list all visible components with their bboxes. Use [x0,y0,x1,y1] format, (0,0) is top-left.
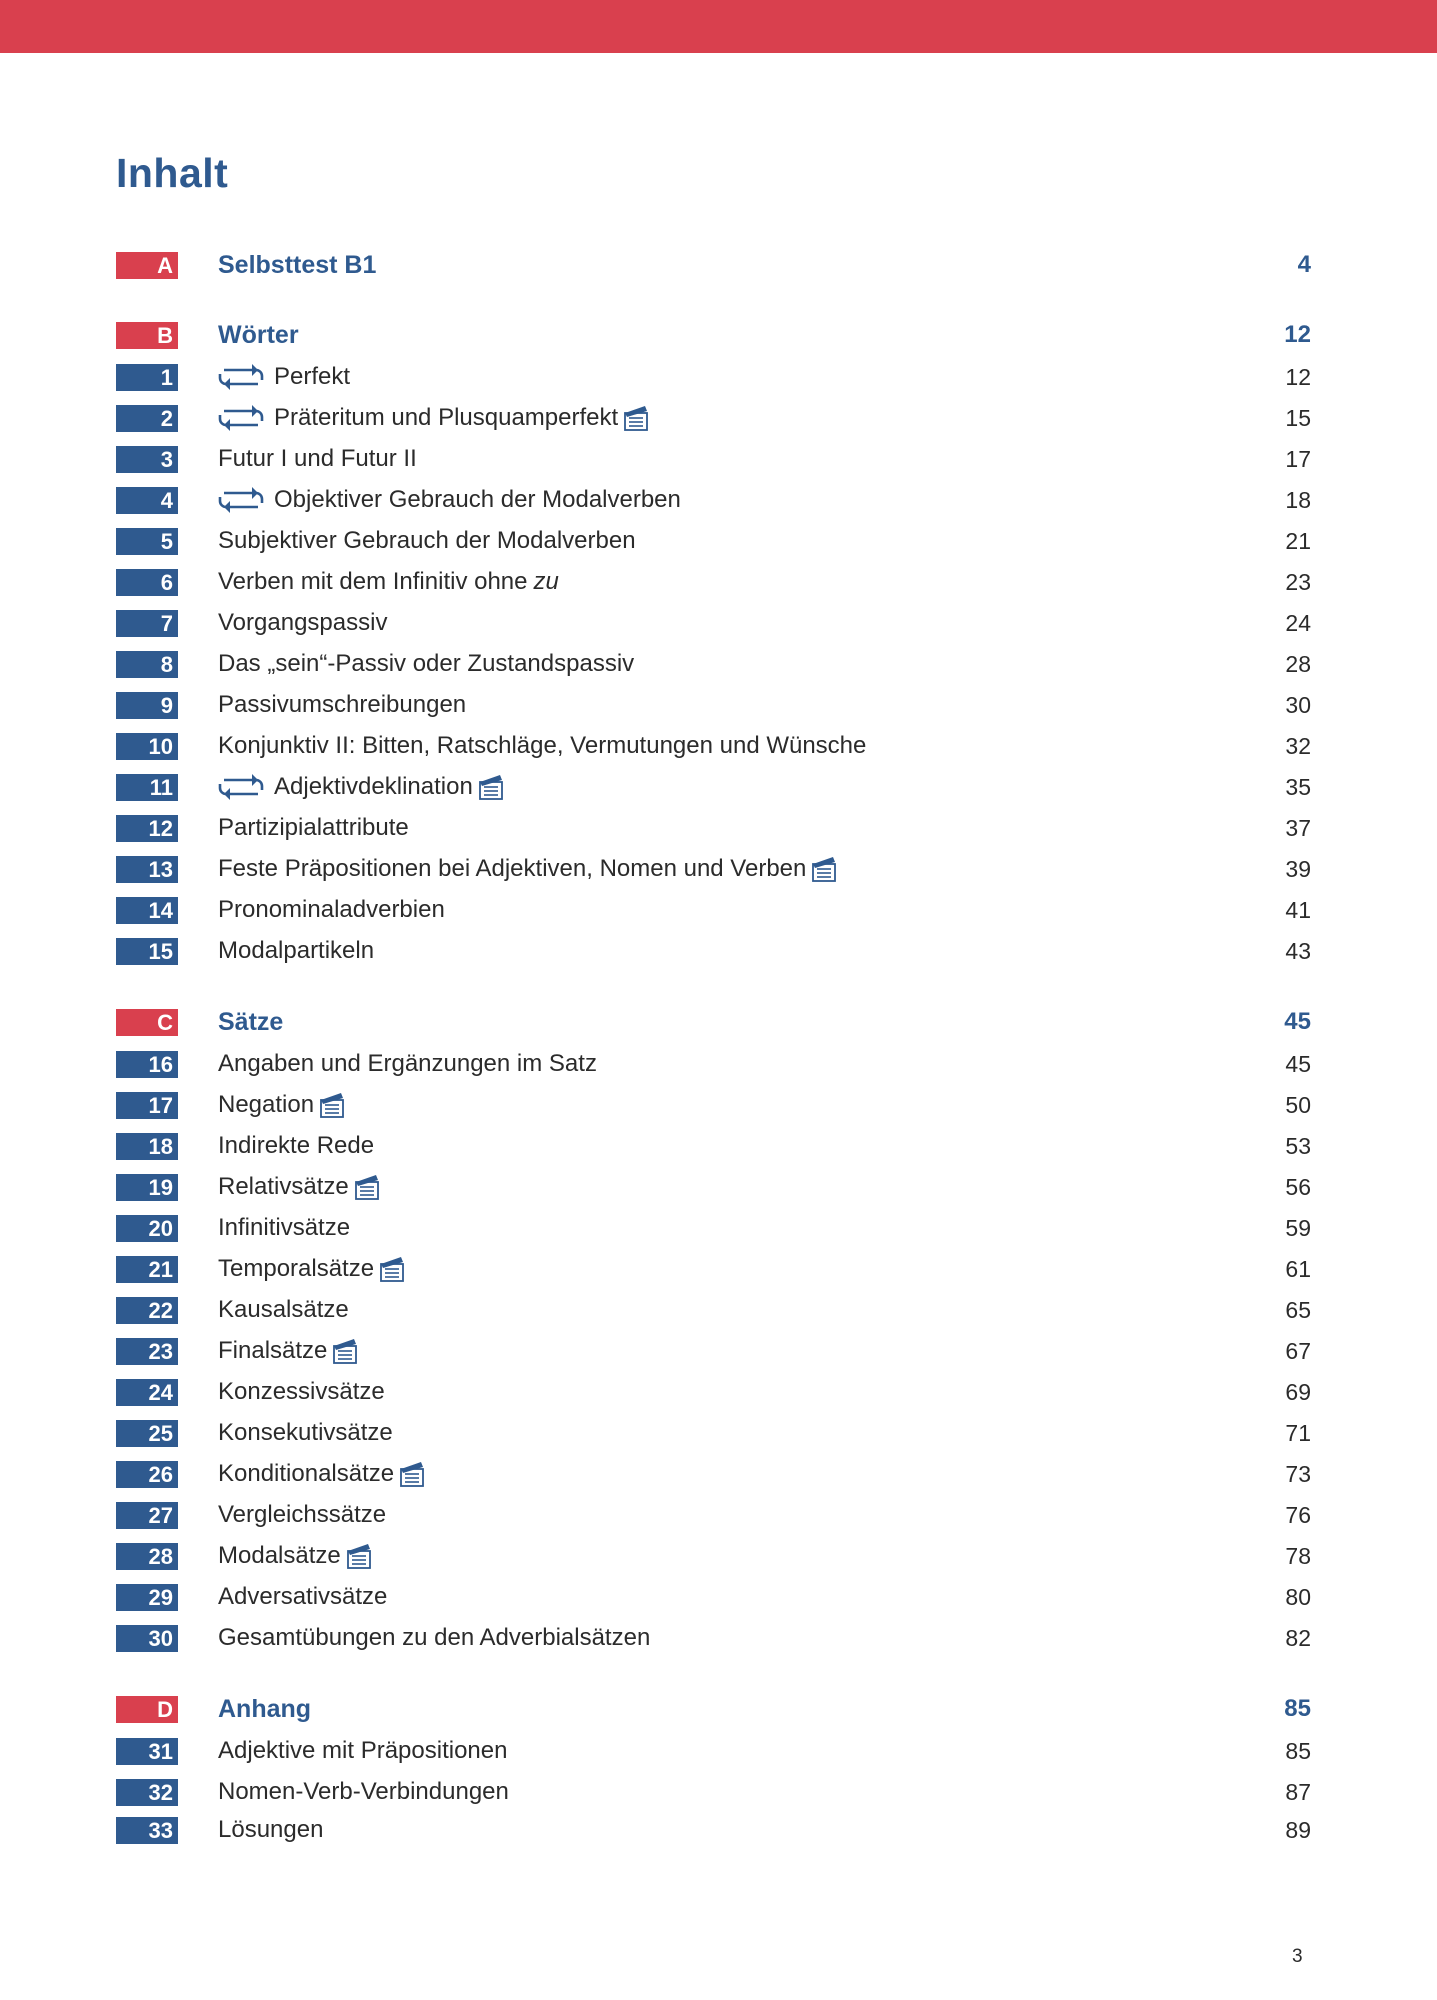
toc-title-group [218,814,409,842]
page-number-ref: 56 [1285,1173,1311,1200]
toc-entry [218,1172,1311,1202]
toc-chapter-row[interactable] [116,1459,1311,1489]
toc-title-group [218,1214,350,1242]
page-number-ref: 67 [1285,1337,1311,1364]
dot-leader [573,567,1271,597]
section-title: Selbsttest B1 [218,250,377,279]
chapter-title: Pronominaladverbien [218,896,445,923]
page-number-ref: 28 [1285,650,1311,677]
section-label-badge: D [116,1696,178,1723]
page-number-ref: 12 [1285,363,1311,390]
toc-title-group [218,609,387,637]
clapperboard-icon [319,1091,345,1119]
toc-section-row[interactable] [116,320,1311,350]
toc-section-row[interactable] [116,1694,1311,1724]
page-number-ref: 78 [1285,1542,1311,1569]
chapter-number-badge: 17 [116,1092,178,1119]
toc-title-group [218,1255,405,1283]
chapter-number-badge: 1 [116,364,178,391]
toc-title-group [218,1008,283,1037]
clapperboard-icon [379,1255,405,1283]
toc-chapter-row[interactable] [116,1582,1311,1612]
toc-title-group [218,1050,597,1078]
dot-leader [650,526,1271,556]
chapter-number-badge: 27 [116,1502,178,1529]
dot-leader [419,1254,1271,1284]
toc-chapter-row[interactable] [116,403,1311,433]
dot-leader [388,1131,1271,1161]
toc-entry [218,1777,1311,1807]
dot-leader [880,731,1271,761]
dot-leader [664,1623,1271,1653]
toc-title-group [218,1816,323,1844]
toc-title-group [218,321,299,350]
chapter-title: Adversativsätze [218,1583,388,1610]
toc-entry [218,731,1311,761]
page-number-ref: 73 [1285,1460,1311,1487]
toc-chapter-row[interactable] [116,1336,1311,1366]
page-number-ref: 37 [1285,814,1311,841]
repeat-arrows-icon [218,771,264,803]
toc-section-row[interactable] [116,250,1311,280]
clapperboard-icon [332,1337,358,1365]
toc-chapter-row[interactable] [116,1777,1311,1807]
chapter-title: Finalsätze [218,1337,328,1364]
chapter-number-badge: 33 [116,1817,178,1844]
chapter-title: Infinitivsätze [218,1214,351,1241]
chapter-number-badge: 30 [116,1625,178,1652]
chapter-title: Kausalsätze [218,1296,349,1323]
toc-title-group [218,251,376,280]
chapter-number-badge: 31 [116,1738,178,1765]
chapter-number-badge: 16 [116,1051,178,1078]
page-number-ref: 65 [1285,1296,1311,1323]
repeat-arrows-icon [218,402,264,434]
toc-entry [218,690,1311,720]
toc-chapter-row[interactable] [116,1736,1311,1766]
dot-leader [439,1459,1271,1489]
chapter-number-badge: 24 [116,1379,178,1406]
section-title: Sätze [218,1007,284,1036]
toc-entry [218,1418,1311,1448]
page-number-ref: 69 [1285,1378,1311,1405]
page-number-ref: 87 [1285,1778,1311,1805]
toc-entry [218,1459,1311,1489]
chapter-number-badge: 9 [116,692,178,719]
chapter-number-badge: 12 [116,815,178,842]
chapter-title: Modalsätze [218,1542,341,1569]
dot-leader [423,813,1271,843]
toc-chapter-row[interactable] [116,1090,1311,1120]
toc-chapter-row[interactable] [116,1049,1311,1079]
dot-leader [401,608,1271,638]
toc-title-group [218,732,866,760]
page-number-ref: 30 [1285,691,1311,718]
chapter-number-badge: 18 [116,1133,178,1160]
chapter-number-badge: 23 [116,1338,178,1365]
dot-leader [459,895,1271,925]
chapter-title-italic: zu [533,568,559,595]
toc-chapter-row[interactable] [116,1500,1311,1530]
toc-chapter-row[interactable] [116,362,1311,392]
toc-title-group [274,773,504,801]
chapter-title: Präteritum und Plusquamperfekt [274,404,619,431]
chapter-title: Konzessivsätze [218,1378,385,1405]
page-number-ref: 50 [1285,1091,1311,1118]
toc-entry [218,772,1311,802]
toc-title-group [218,1460,425,1488]
page-number-ref: 35 [1285,773,1311,800]
dot-leader [399,1377,1271,1407]
page-number-ref: 82 [1285,1624,1311,1651]
dot-leader [521,1736,1271,1766]
toc-entry [218,936,1311,966]
toc-entry [218,250,1311,280]
toc-chapter-row[interactable] [116,1295,1311,1325]
toc-entry [218,1815,1311,1845]
repeat-arrows-icon [218,361,264,393]
chapter-number-badge: 14 [116,897,178,924]
dot-leader [388,936,1271,966]
chapter-number-badge: 10 [116,733,178,760]
toc-entry [218,1623,1311,1653]
page-number-ref: 24 [1285,609,1311,636]
toc-title-group [218,1378,385,1406]
dot-leader [407,1418,1271,1448]
chapter-title: Passivumschreibungen [218,691,467,718]
toc-entry [218,485,1311,515]
chapter-title: Adjektive mit Präpositionen [218,1737,508,1764]
toc-chapter-row[interactable] [116,731,1311,761]
toc-entry [218,320,1311,350]
page-number-ref: 53 [1285,1132,1311,1159]
toc-chapter-row[interactable] [116,1172,1311,1202]
toc-entry [218,895,1311,925]
toc-title-group [274,404,649,432]
page-title: Inhalt [116,150,229,196]
toc-entry [218,444,1311,474]
chapter-title: Verben mit dem Infinitiv ohne [218,568,528,595]
toc-title-group [218,1132,374,1160]
toc-chapter-row[interactable] [116,1377,1311,1407]
page-number-ref: 85 [1285,1737,1311,1764]
page-number-ref: 59 [1285,1214,1311,1241]
page-number-ref: 43 [1285,937,1311,964]
page-number-ref: 15 [1285,404,1311,431]
toc-chapter-row[interactable] [116,1815,1311,1845]
toc-title-group [218,896,445,924]
page-number-ref: 61 [1285,1255,1311,1282]
toc-chapter-row[interactable] [116,526,1311,556]
toc-title-group [274,363,350,391]
toc-section-row[interactable] [116,1007,1311,1037]
chapter-title: Indirekte Rede [218,1132,375,1159]
page-number-ref: 85 [1284,1695,1311,1722]
toc-title-group [218,527,636,555]
chapter-title: Feste Präpositionen bei Adjektiven, Nomen und Verben [218,855,807,882]
toc-entry [218,1007,1311,1037]
chapter-title: Modalpartikeln [218,937,375,964]
dot-leader [400,1500,1271,1530]
chapter-title: Nomen-Verb-Verbindungen [218,1778,509,1805]
dot-leader [663,403,1271,433]
page-number-ref: 71 [1285,1419,1311,1446]
top-color-bar [0,0,1437,53]
page-number-ref: 21 [1285,527,1311,554]
dot-leader [359,1090,1271,1120]
page-number-ref: 76 [1285,1501,1311,1528]
toc-chapter-row[interactable] [116,1213,1311,1243]
toc-entry [218,567,1311,597]
toc-title-group [218,1583,387,1611]
repeat-arrows-icon [218,484,264,516]
chapter-title: Vergleichssätze [218,1501,387,1528]
chapter-number-badge: 3 [116,446,178,473]
toc-title-group [218,1624,650,1652]
section-title: Wörter [218,320,299,349]
toc-title-group [274,486,681,514]
clapperboard-icon [478,773,504,801]
chapter-title: Angaben und Ergänzungen im Satz [218,1050,597,1077]
page-number-ref: 41 [1285,896,1311,923]
dot-leader [851,854,1271,884]
toc-title-group [218,1296,349,1324]
chapter-number-badge: 25 [116,1420,178,1447]
chapter-number-badge: 13 [116,856,178,883]
toc-title-group [218,1737,507,1765]
toc-entry [218,813,1311,843]
toc-title-group [218,568,559,596]
chapter-number-badge: 28 [116,1543,178,1570]
chapter-title: Adjektivdeklination [274,773,473,800]
clapperboard-icon [399,1460,425,1488]
chapter-number-badge: 15 [116,938,178,965]
page-number-ref: 80 [1285,1583,1311,1610]
toc-title-group [218,1501,386,1529]
toc-title-group [218,1542,372,1570]
chapter-title: Objektiver Gebrauch der Modalverben [274,486,681,513]
toc-entry [218,1500,1311,1530]
chapter-title: Temporalsätze [218,1255,375,1282]
toc-entry [218,649,1311,679]
dot-leader [523,1777,1271,1807]
chapter-number-badge: 6 [116,569,178,596]
section-label-badge: A [116,252,178,279]
toc-title-group [218,1419,393,1447]
dot-leader [386,1541,1271,1571]
chapter-title: Lösungen [218,1816,324,1843]
toc-chapter-row[interactable] [116,444,1311,474]
chapter-number-badge: 8 [116,651,178,678]
toc-entry [218,1254,1311,1284]
chapter-title: Futur I und Futur II [218,445,417,472]
clapperboard-icon [346,1542,372,1570]
dot-leader [394,1172,1271,1202]
toc-entry [218,854,1311,884]
chapter-title: Konjunktiv II: Bitten, Ratschläge, Vermutungen und Wünsche [218,732,867,759]
chapter-title: Subjektiver Gebrauch der Modalverben [218,527,636,554]
chapter-title: Gesamtübungen zu den Adverbialsätzen [218,1624,651,1651]
toc-title-group [218,445,417,473]
toc-chapter-row[interactable] [116,649,1311,679]
toc-entry [218,608,1311,638]
toc-chapter-row[interactable] [116,690,1311,720]
page-number-ref: 89 [1285,1816,1311,1843]
dot-leader [480,690,1271,720]
chapter-number-badge: 2 [116,405,178,432]
toc-entry [218,1541,1311,1571]
chapter-title: Konsekutivsätze [218,1419,393,1446]
toc-entry [218,1736,1311,1766]
chapter-title: Das „sein“-Passiv oder Zustandspassiv [218,650,635,677]
chapter-number-badge: 11 [116,774,178,801]
page-number-ref: 4 [1297,251,1311,278]
page-number-ref: 45 [1285,1050,1311,1077]
toc-title-group [218,937,374,965]
toc-title-group [218,1778,509,1806]
page-number-ref: 12 [1284,321,1311,348]
toc-entry [218,1131,1311,1161]
toc-entry [218,1295,1311,1325]
toc-title-group [218,855,837,883]
toc-chapter-row[interactable] [116,813,1311,843]
toc-chapter-row[interactable] [116,485,1311,515]
dot-leader [648,649,1271,679]
toc-chapter-row[interactable] [116,854,1311,884]
chapter-number-badge: 7 [116,610,178,637]
footer-page-number: 3 [1292,1946,1303,1967]
page-number-ref: 17 [1285,445,1311,472]
toc-title-group [218,1091,345,1119]
page-number-ref: 32 [1285,732,1311,759]
toc-chapter-row[interactable] [116,895,1311,925]
chapter-number-badge: 29 [116,1584,178,1611]
toc-entry [218,1336,1311,1366]
chapter-title: Negation [218,1091,315,1118]
dot-leader [364,1213,1271,1243]
toc-entry [218,1582,1311,1612]
chapter-title: Relativsätze [218,1173,349,1200]
clapperboard-icon [811,855,837,883]
chapter-number-badge: 5 [116,528,178,555]
toc-entry [218,403,1311,433]
toc-entry [218,362,1311,392]
toc-chapter-row[interactable] [116,1131,1311,1161]
dot-leader [431,444,1271,474]
toc-chapter-row[interactable] [116,567,1311,597]
dot-leader [363,1295,1271,1325]
page-number-ref: 45 [1284,1008,1311,1035]
chapter-title: Vorgangspassiv [218,609,388,636]
toc-chapter-row[interactable] [116,1254,1311,1284]
chapter-number-badge: 32 [116,1779,178,1806]
toc-chapter-row[interactable] [116,1541,1311,1571]
section-label-badge: C [116,1009,178,1036]
page-number-ref: 18 [1285,486,1311,513]
page-number-ref: 39 [1285,855,1311,882]
toc-title-group [218,1337,358,1365]
toc-chapter-row[interactable] [116,1418,1311,1448]
toc-entry [218,1377,1311,1407]
dot-leader [518,772,1271,802]
chapter-number-badge: 21 [116,1256,178,1283]
chapter-number-badge: 20 [116,1215,178,1242]
section-title: Anhang [218,1694,312,1723]
toc-entry [218,1694,1311,1724]
dot-leader [337,1815,1271,1845]
dot-leader [401,1582,1271,1612]
page-number-ref: 23 [1285,568,1311,595]
chapter-number-badge: 26 [116,1461,178,1488]
toc-chapter-row[interactable] [116,772,1311,802]
dot-leader [372,1336,1271,1366]
clapperboard-icon [623,404,649,432]
toc-entry [218,1213,1311,1243]
toc-chapter-row[interactable] [116,936,1311,966]
clapperboard-icon [354,1173,380,1201]
toc-entry [218,526,1311,556]
chapter-number-badge: 19 [116,1174,178,1201]
chapter-title: Konditionalsätze [218,1460,395,1487]
toc-entry [218,1049,1311,1079]
chapter-number-badge: 22 [116,1297,178,1324]
toc-chapter-row[interactable] [116,608,1311,638]
toc-entry [218,1090,1311,1120]
toc-title-group [218,691,466,719]
dot-leader [611,1049,1271,1079]
chapter-number-badge: 4 [116,487,178,514]
section-label-badge: B [116,322,178,349]
dot-leader [695,485,1271,515]
toc-title-group [218,1695,311,1724]
dot-leader [364,362,1271,392]
chapter-title: Perfekt [274,363,351,390]
toc-title-group [218,650,634,678]
toc-title-group [218,1173,380,1201]
toc-chapter-row[interactable] [116,1623,1311,1653]
chapter-title: Partizipialattribute [218,814,409,841]
